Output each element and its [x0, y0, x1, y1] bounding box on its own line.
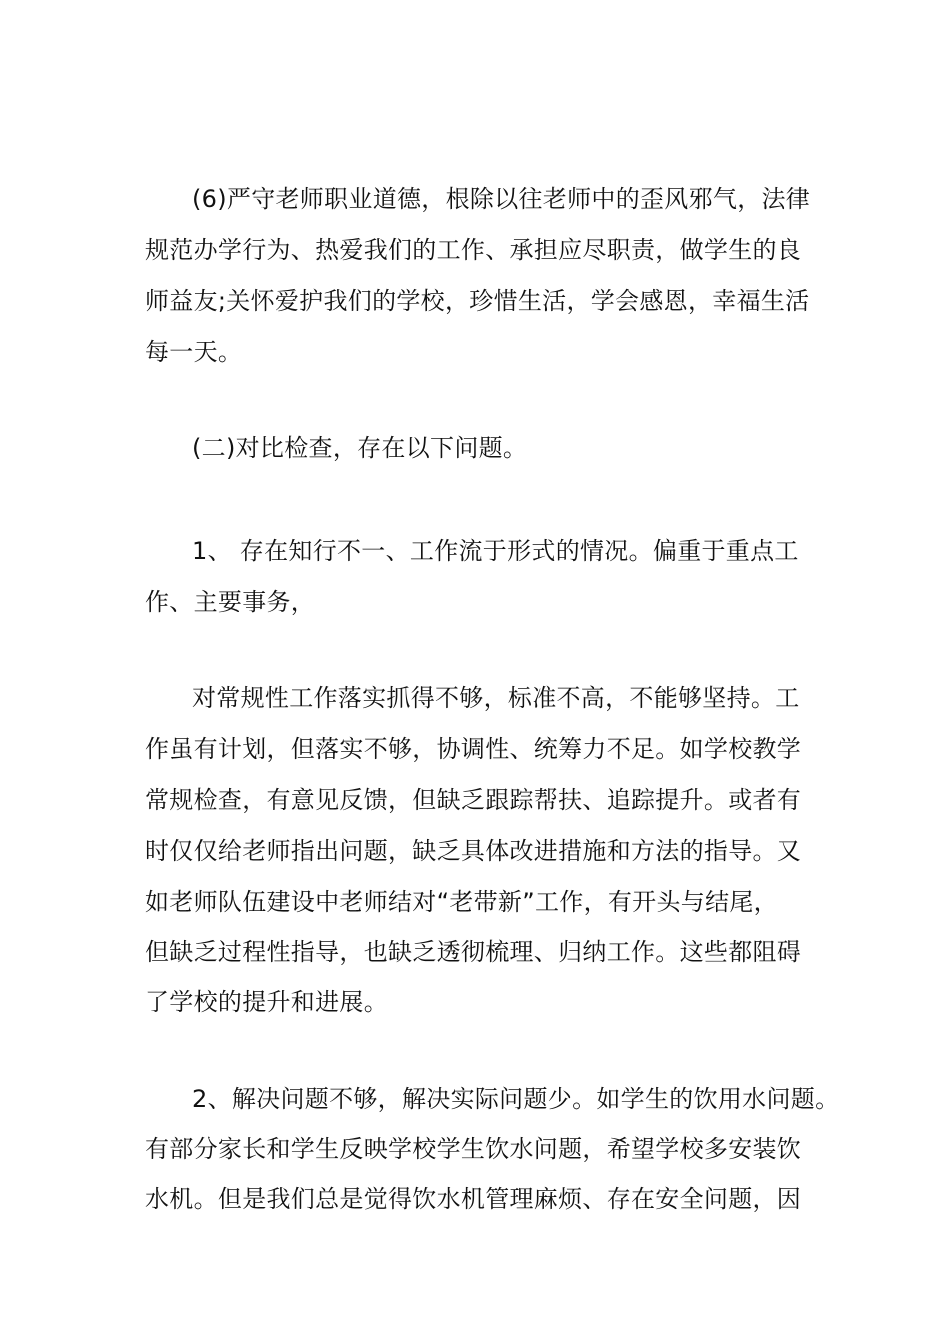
paragraph-line: 如老师队伍建设中老师结对“老带新”工作，有开头与结尾， — [145, 888, 778, 916]
paragraph-line: 每一天。 — [145, 338, 243, 366]
paragraph-line: 时仅仅给老师指出问题，缺乏具体改进措施和方法的指导。又 — [145, 837, 802, 865]
paragraph-line: 对常规性工作落实抓得不够，标准不高，不能够坚持。工 — [192, 684, 800, 712]
section-heading: (二)对比检查，存在以下问题。 — [192, 434, 528, 462]
paragraph-line: 了学校的提升和进展。 — [145, 988, 388, 1016]
paragraph-line: 2、解决问题不够，解决实际问题少。如学生的饮用水问题。 — [192, 1085, 840, 1113]
paragraph-line: 水机。但是我们总是觉得饮水机管理麻烦、存在安全问题，因 — [145, 1185, 802, 1213]
paragraph-line: 有部分家长和学生反映学校学生饮水问题，希望学校多安装饮 — [145, 1135, 802, 1163]
paragraph-line: 常规检查，有意见反馈，但缺乏跟踪帮扶、追踪提升。或者有 — [145, 786, 802, 814]
paragraph-line: 师益友;关怀爱护我们的学校，珍惜生活，学会感恩，幸福生活 — [145, 287, 810, 315]
paragraph-line: 作、主要事务， — [145, 588, 316, 616]
paragraph-line: 作虽有计划，但落实不够，协调性、统筹力不足。如学校教学 — [145, 735, 802, 763]
paragraph-line: 1、 存在知行不一、工作流于形式的情况。偏重于重点工 — [192, 537, 799, 565]
paragraph-line: 规范办学行为、热爱我们的工作、承担应尽职责，做学生的良 — [145, 236, 802, 264]
paragraph-line: 但缺乏过程性指导，也缺乏透彻梳理、归纳工作。这些都阻碍 — [145, 938, 802, 966]
paragraph-line: (6)严守老师职业道德，根除以往老师中的歪风邪气，法律 — [192, 185, 811, 213]
